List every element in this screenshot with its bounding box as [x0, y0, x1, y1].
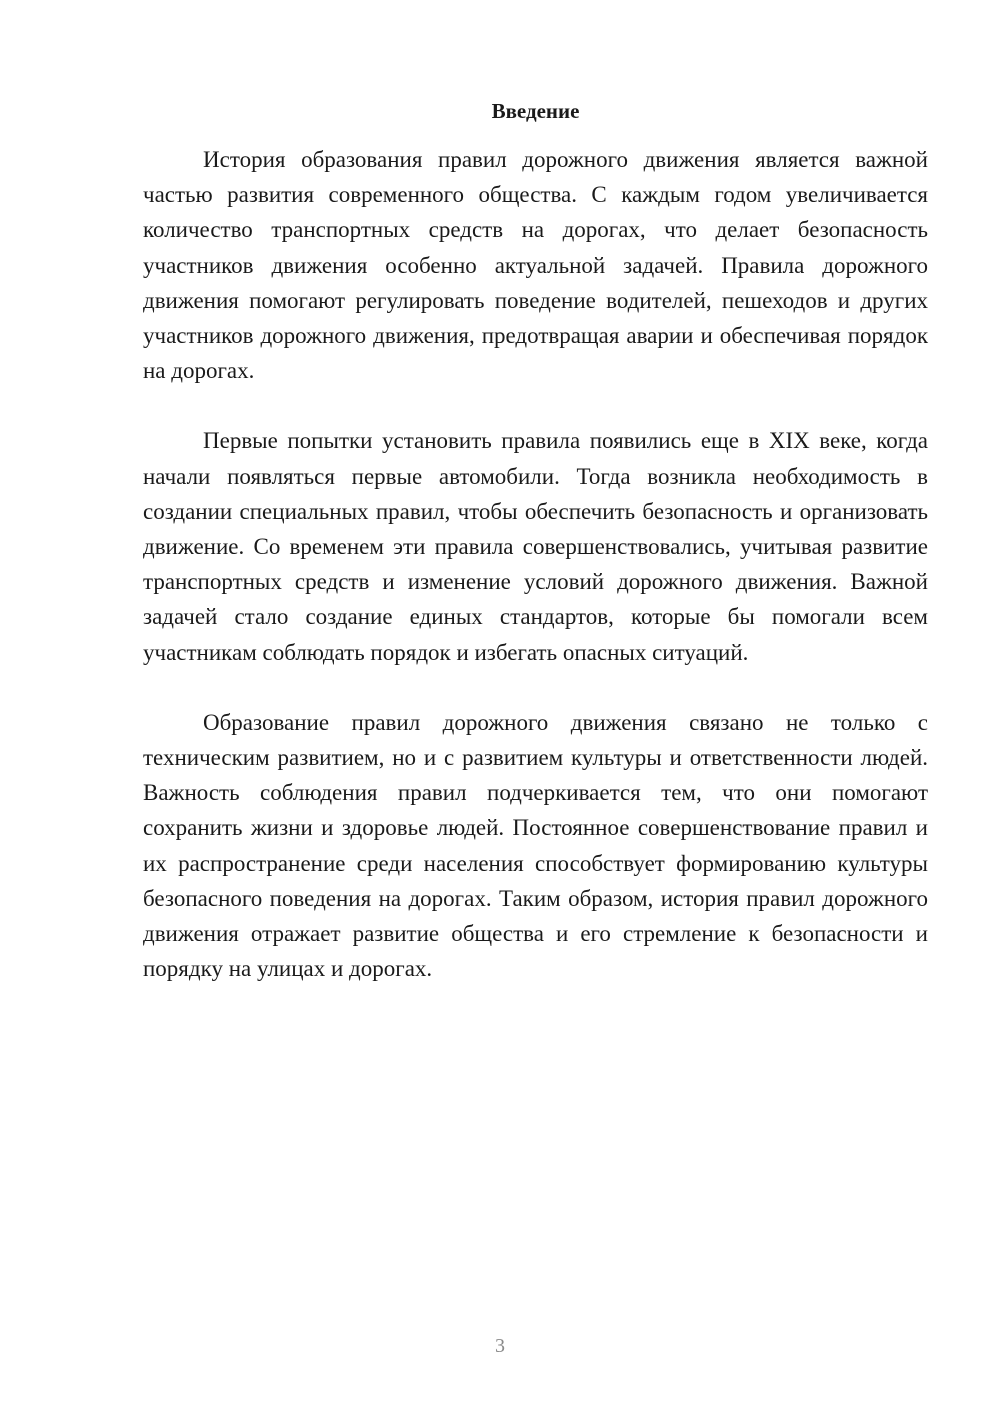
page-number: 3 [495, 1335, 505, 1357]
paragraph-1: История образования правил дорожного движения является важной частью развития современного общества. С каждым годом увеличивается количество транспортных средств на дорогах, что делает безопасность участников движения особенно актуальной задачей. Правила дорожного движения помогают регулировать поведение водителей, пешеходов и других участников дорожного движения, предотвращая аварии и обеспечивая порядок на дорогах. [143, 147, 928, 384]
paragraph-3: Образование правил дорожного движения связано не только с техническим развитием, но и с развитием культуры и ответственности людей. Важность соблюдения правил подчеркивается тем, что они помогают сохранить жизни и здоровье людей. Постоянное совершенствование правил и их распространение среди населения способствует формированию культуры безопасного поведения на дорогах. Таким образом, история правил дорожного движения отражает развитие общества и его стремление к безопасности и порядку на улицах и дорогах. [143, 709, 928, 982]
document-body [143, 142, 928, 1021]
paragraph-2: Первые попытки установить правила появились еще в XIX веке, когда начали появляться первые автомобили. Тогда возникла необходимость в создании специальных правил, чтобы обеспечить безопасность и организовать движение. Со временем эти правила совершенствовались, учитывая развитие транспортных средств и изменение условий дорожного движения. Важной задачей стало создание единых стандартов, которые бы помогали всем участникам соблюдать порядок и избегать опасных ситуаций. [143, 428, 928, 665]
page-title: Введение [491, 99, 580, 123]
